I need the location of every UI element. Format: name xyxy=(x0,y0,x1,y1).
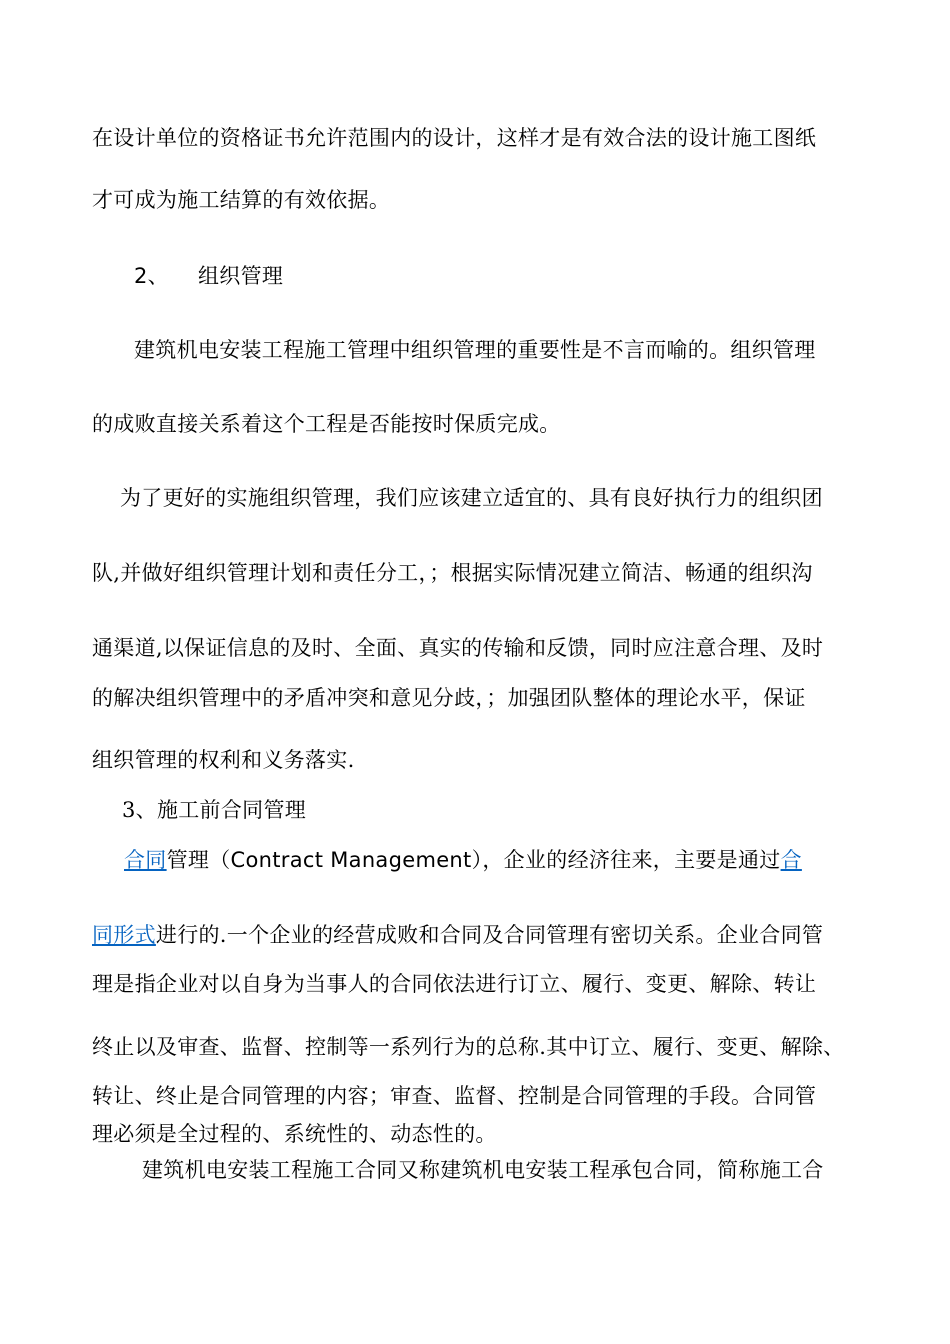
paragraph-4-line-1 xyxy=(124,846,802,874)
paragraph-2-line-1: 建筑机电安装工程施工管理中组织管理的重要性是不言而喻的。组织管理 xyxy=(134,338,816,362)
contract-form-link-part-2[interactable]: 同形式 xyxy=(92,923,156,947)
paragraph-1-line-2: 才可成为施工结算的有效依据。 xyxy=(92,188,391,212)
section-heading-2 xyxy=(134,262,283,290)
paragraph-4-line-2 xyxy=(92,921,823,949)
paragraph-1-line-1: 在设计单位的资格证书允许范围内的设计，这样才是有效合法的设计施工图纸 xyxy=(92,126,817,150)
contract-form-link-part-1[interactable]: 合 xyxy=(780,848,802,872)
paragraph-4-line-3: 理是指企业对以自身为当事人的合同依法进行订立、履行、变更、解除、转让 xyxy=(92,972,817,996)
paragraph-4-line-4: 终止以及审查、监督、控制等一系列行为的总称.其中订立、履行、变更、解除、 xyxy=(92,1035,845,1059)
paragraph-3-line-1: 为了更好的实施组织管理，我们应该建立适宜的、具有良好执行力的组织团 xyxy=(120,486,823,510)
section-heading-2-number: 2、 xyxy=(134,264,169,288)
paragraph-4-text-b: ），企业的经济往来，主要是通过 xyxy=(471,848,781,872)
paragraph-4-text-a: 管理（ xyxy=(166,848,231,872)
paragraph-3-line-4: 的解决组织管理中的矛盾冲突和意见分歧，；加强团队整体的理论水平，保证 xyxy=(92,686,806,710)
paragraph-4-line-5: 转让、终止是合同管理的内容；审查、监督、控制是合同管理的手段。合同管 xyxy=(92,1084,817,1108)
paragraph-4-line-2-text: 进行的.一个企业的经营成败和合同及合同管理有密切关系。企业合同管 xyxy=(155,923,824,947)
paragraph-4-line-6: 理必须是全过程的、系统性的、动态性的。 xyxy=(92,1122,497,1146)
contract-link[interactable]: 合同 xyxy=(124,848,167,872)
paragraph-5-line-1: 建筑机电安装工程施工合同又称建筑机电安装工程承包合同，简称施工合 xyxy=(142,1158,824,1182)
section-heading-3: 3、施工前合同管理 xyxy=(122,798,307,822)
paragraph-2-line-2: 的成败直接关系着这个工程是否能按时保质完成。 xyxy=(92,412,561,436)
paragraph-3-line-3: 通渠道,以保证信息的及时、全面、真实的传输和反馈，同时应注意合理、及时 xyxy=(92,636,824,660)
contract-management-english: Contract Management xyxy=(230,848,472,872)
section-heading-2-title: 组织管理 xyxy=(198,264,284,288)
paragraph-3-line-5: 组织管理的权利和义务落实. xyxy=(92,748,355,772)
paragraph-3-line-2: 队,并做好组织管理计划和责任分工，；根据实际情况建立简洁、畅通的组织沟 xyxy=(92,561,813,585)
